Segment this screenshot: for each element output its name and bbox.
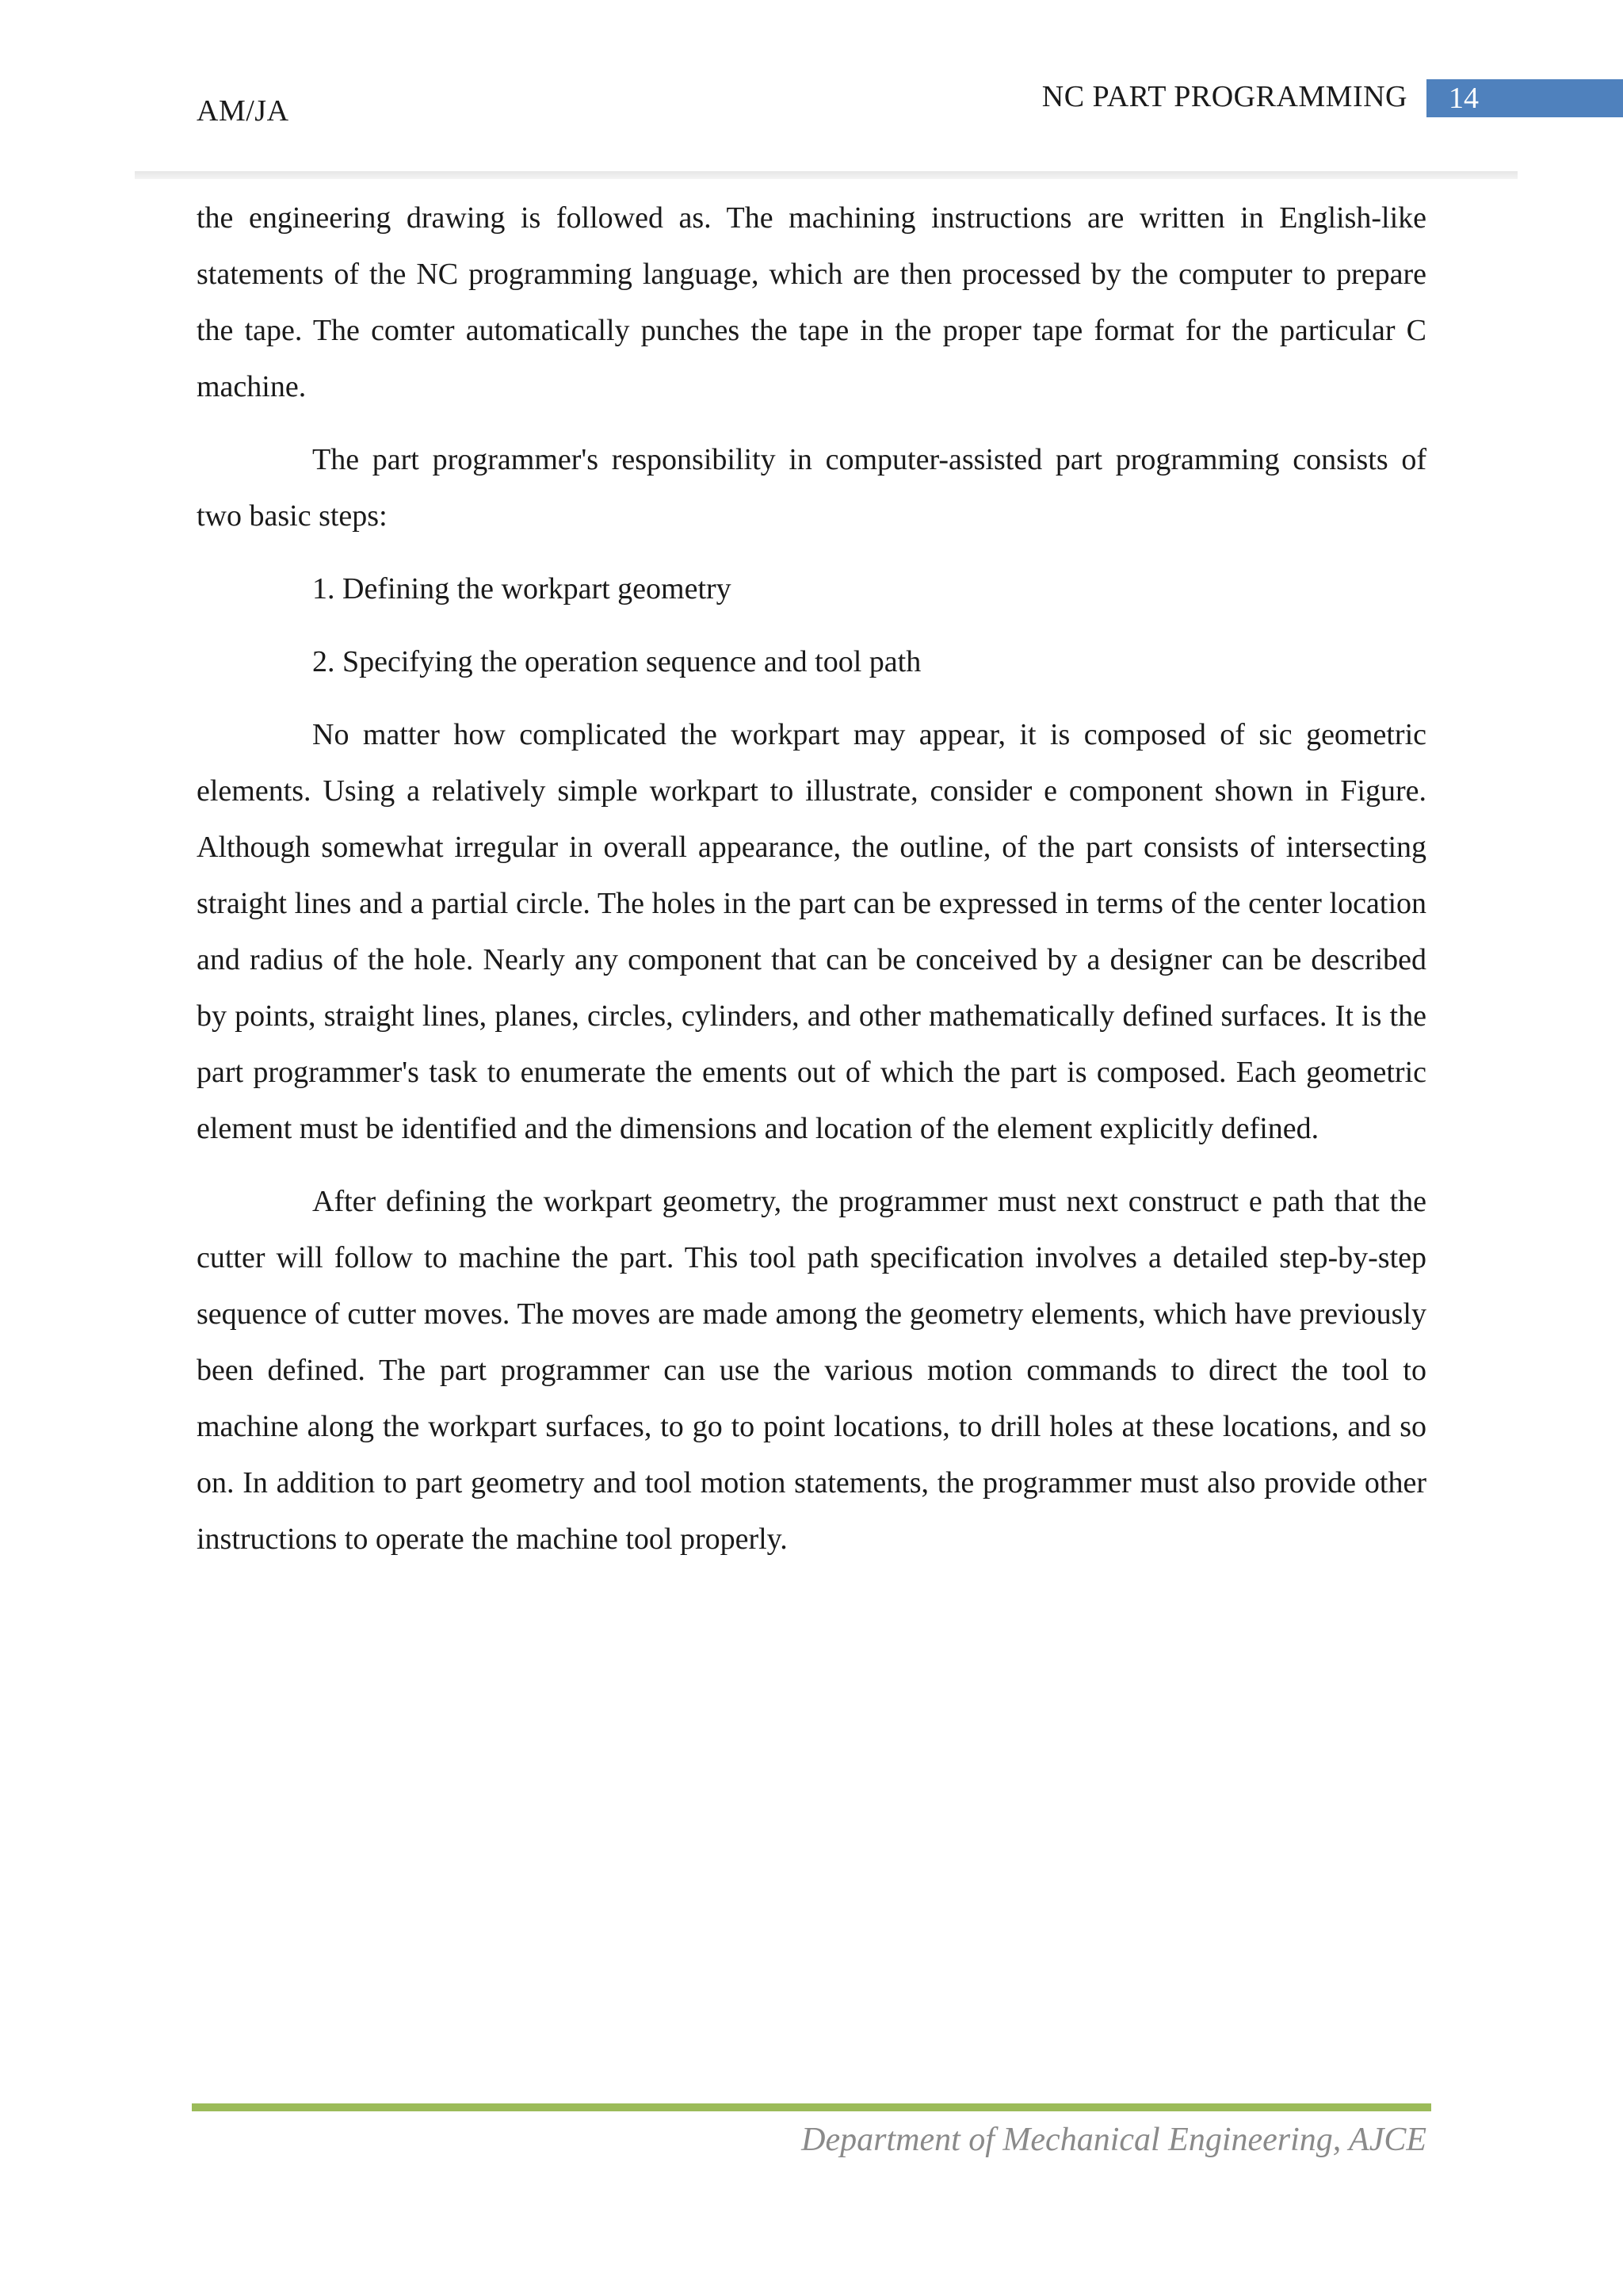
header-author-initials: AM/JA	[197, 94, 289, 128]
body-paragraph: After defining the workpart geometry, the programmer must next construct e path that the cutter will follow to machine the part. This tool path specification involves a detailed step-by-step sequence of cutter moves. The moves are made among the geometry elements, which have previously been defined. The part programmer can use the various motion commands to direct the tool to machine along the workpart surfaces, to go to point locations, to drill holes at these locations, and so on. In addition to part geometry and tool motion statements, the programmer must also provide other instructions to operate the machine tool properly.	[197, 1185, 1426, 1556]
list-item: 2. Specifying the operation sequence and tool path	[312, 645, 922, 678]
page-body	[197, 190, 1426, 1584]
list-item: 1. Defining the workpart geometry	[312, 572, 731, 606]
page-number: 14	[1449, 82, 1479, 115]
header-document-title: NC PART PROGRAMMING	[1041, 80, 1407, 113]
body-paragraph: No matter how complicated the workpart may appear, it is composed of sic geometric elements. Using a relatively simple workpart to illustrate, consider e component shown in Figure. Although somewhat irregular in overall appearance, the outline, of the part consists of intersecting straight lines and a partial circle. The holes in the part can be expressed in terms of the center location and radius of the hole. Nearly any component that can be conceived by a designer can be described by points, straight lines, planes, circles, cylinders, and other mathematically defined surfaces. It is the part programmer's task to enumerate the ements out of which the part is composed. Each geometric element must be identified and the dimensions and location of the element explicitly defined.	[197, 718, 1426, 1145]
page-number-badge	[1426, 79, 1623, 117]
body-paragraph: the engineering drawing is followed as. The machining instructions are written in English-like statements of the NC programming language, which are then processed by the computer to prepare the tape. The comter automatically punches the tape in the proper tape format for the particular C machine.	[197, 201, 1426, 403]
header-divider	[135, 171, 1518, 179]
footer-divider	[192, 2103, 1431, 2111]
body-paragraph: The part programmer's responsibility in computer-assisted part programming consists of two basic steps:	[197, 443, 1426, 533]
footer-department: Department of Mechanical Engineering, AJCE	[801, 2122, 1426, 2158]
